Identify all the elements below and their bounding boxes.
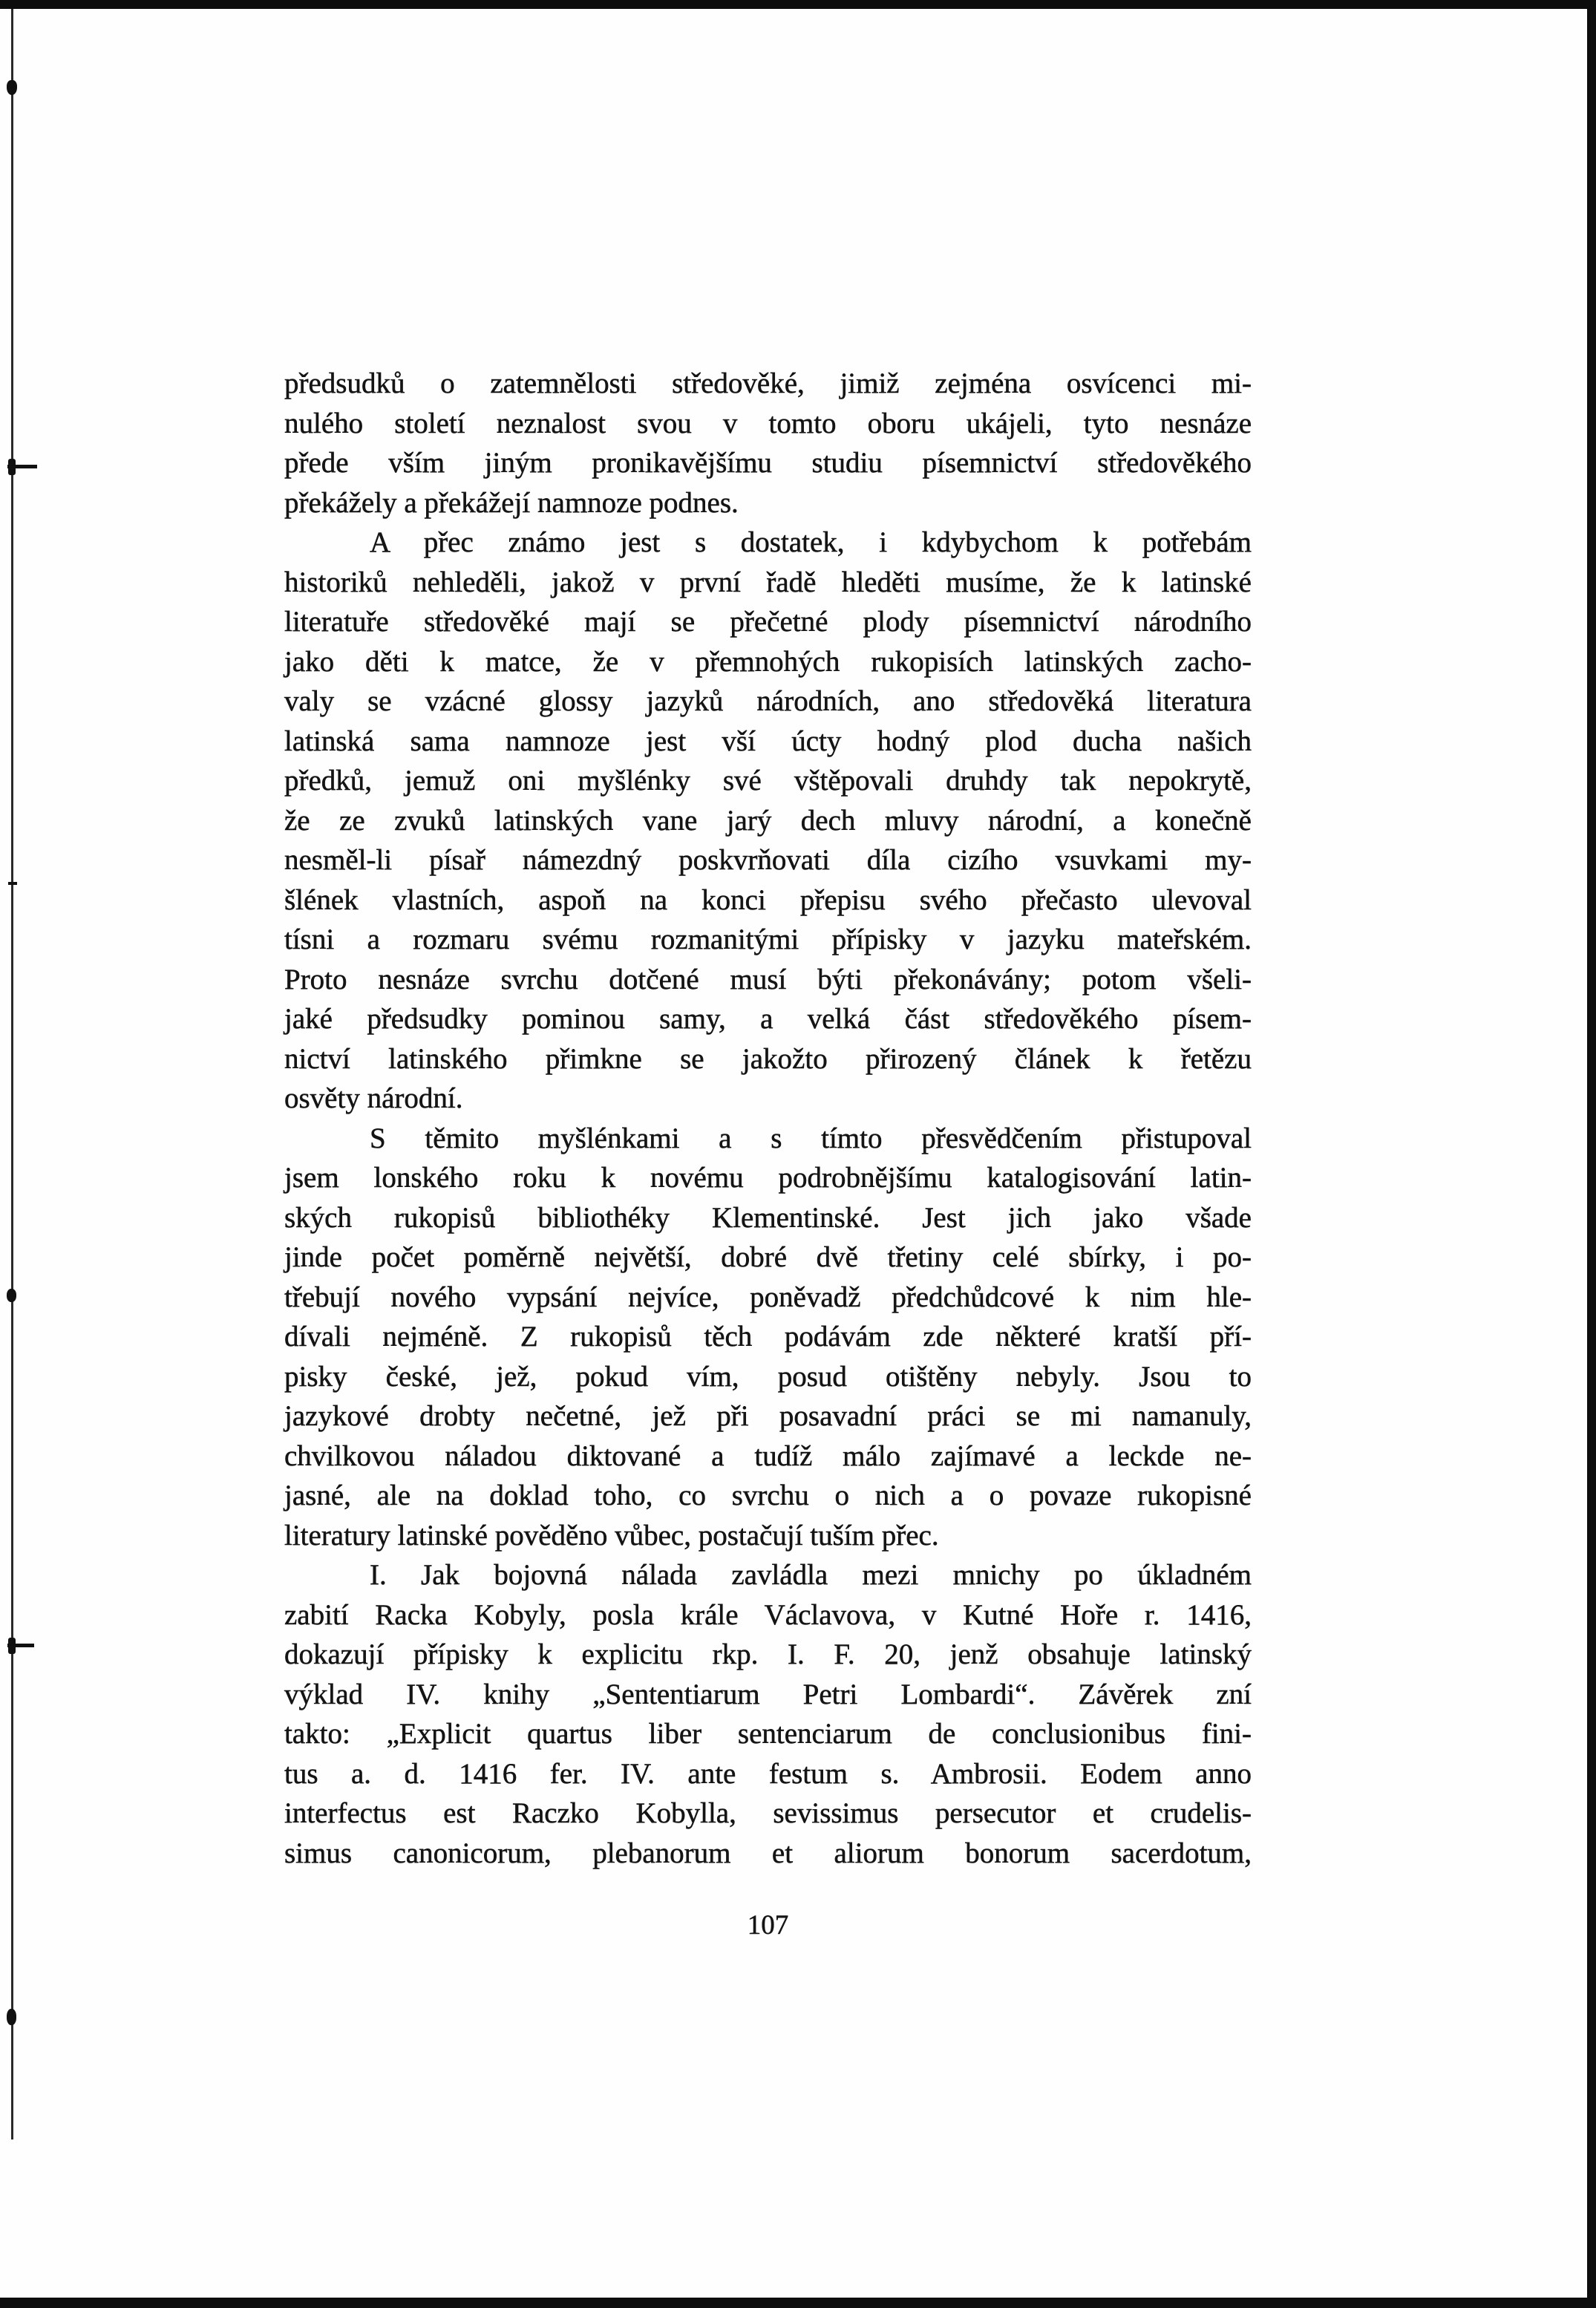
text-line: nesměl-li písař námezdný poskvrňovati díla cizího vsuvkami my- — [284, 844, 1252, 876]
paragraph — [284, 364, 1252, 523]
scan-mark — [8, 1638, 16, 1654]
text-line: jako děti k matce, že v přemnohých rukopisích latinských zacho- — [284, 645, 1252, 678]
scan-border-bottom — [0, 2298, 1596, 2308]
text-line: zabití Racka Kobyly, posla krále Václavova, v Kutné Hoře r. 1416, — [284, 1598, 1252, 1631]
text-line: jasné, ale na doklad toho, co svrchu o nich a o povaze rukopisné — [284, 1480, 1252, 1511]
text-line: literatuře středověké mají se přečetné plody písemnictví národního — [284, 606, 1252, 638]
scan-mark — [7, 80, 17, 95]
page-number: 107 — [747, 1910, 789, 1941]
text-line: S těmito myšlénkami a s tímto přesvědčením přistupoval — [370, 1122, 1252, 1154]
text-line: že ze zvuků latinských vane jarý dech mluvy národní, a konečně — [284, 804, 1252, 837]
text-line: nictví latinského přimkne se jakožto přirozený článek k řetězu — [284, 1042, 1252, 1075]
text-line: I. Jak bojovná nálada zavládla mezi mnichy po úkladném — [370, 1559, 1252, 1591]
text-line: tus a. d. 1416 fer. IV. ante festum s. Ambrosii. Eodem anno — [284, 1757, 1252, 1790]
scan-mark — [7, 2009, 16, 2025]
text-line: latinská sama namnoze jest vší úcty hodný plod ducha našich — [284, 725, 1252, 757]
text-line: ských rukopisů bibliothéky Klementinské. Jest jich jako všade — [284, 1201, 1252, 1234]
text-line: osvěty národní. — [284, 1082, 463, 1114]
scan-mark — [8, 459, 16, 475]
body-text — [284, 364, 1252, 1873]
text-line: simus canonicorum, plebanorum et aliorum bonorum sacerdotum, — [284, 1837, 1252, 1869]
text-line: výklad IV. knihy „Sententiarum Petri Lombardi“. Závěrek zní — [284, 1678, 1252, 1710]
text-line: literatury latinské pověděno vůbec, postačují tuším přec. — [284, 1519, 939, 1552]
paragraph — [284, 1119, 1252, 1556]
text-line: chvilkovou náladou diktované a tudíž málo zajímavé a leckde ne- — [284, 1439, 1252, 1472]
paragraph — [284, 1555, 1252, 1873]
text-line: dívali nejméně. Z rukopisů těch podávám zde některé kratší pří- — [284, 1321, 1252, 1353]
scan-edge-line — [11, 9, 13, 2139]
text-line: interfectus est Raczko Kobylla, sevissimus persecutor et crudelis- — [284, 1797, 1252, 1829]
text-line: dokazují přípisky k explicitu rkp. I. F. 20, jenž obsahuje latinský — [284, 1638, 1252, 1670]
text-line: takto: „Explicit quartus liber sentenciarum de conclusionibus fini- — [284, 1718, 1252, 1750]
paragraph — [284, 523, 1252, 1119]
text-line: nulého století neznalost svou v tomto oboru ukájeli, tyto nesnáze — [284, 407, 1252, 439]
scan-mark — [7, 1289, 16, 1302]
text-line: tísni a rozmaru svému rozmanitými přípisky v jazyku mateřském. — [284, 923, 1252, 955]
text-line: předků, jemuž oni myšlénky své vštěpovali druhdy tak nepokrytě, — [284, 765, 1252, 797]
scan-border-top — [0, 0, 1596, 9]
text-line: jsem lonského roku k novému podrobnějšímu katalogisování latin- — [284, 1162, 1252, 1194]
text-line: předsudků o zatemnělosti středověké, jimiž zejména osvícenci mi- — [284, 367, 1252, 399]
scan-mark — [8, 882, 17, 885]
text-line: pisky české, jež, pokud vím, posud otištěny nebyly. Jsou to — [284, 1360, 1252, 1393]
text-line: přede vším jiným pronikavějšímu studiu písemnictví středověkého — [284, 447, 1252, 479]
text-line: jazykové drobty nečetné, jež při posavadní práci se mi namanuly, — [284, 1400, 1252, 1432]
text-line: překážely a překážejí namnoze podnes. — [284, 486, 739, 519]
text-line: Proto nesnáze svrchu dotčené musí býti překonávány; potom všeli- — [284, 963, 1252, 996]
text-line: historiků nehleděli, jakož v první řadě hleděti musíme, že k latinské — [284, 566, 1252, 598]
text-line: A přec známo jest s dostatek, i kdybychom k potřebám — [370, 526, 1252, 558]
text-line: jaké předsudky pominou samy, a velká část středověkého písem- — [284, 1003, 1252, 1035]
text-line: valy se vzácné glossy jazyků národních, ano středověká literatura — [284, 685, 1252, 717]
text-line: šlének vlastních, aspoň na konci přepisu svého přečasto ulevoval — [284, 883, 1252, 916]
text-line: třebují nového vypsání nejvíce, poněvadž předchůdcové k nim hle- — [284, 1281, 1252, 1313]
text-line: jinde počet poměrně největší, dobré dvě třetiny celé sbírky, i po- — [284, 1241, 1252, 1273]
scan-border-right — [1587, 0, 1596, 2308]
